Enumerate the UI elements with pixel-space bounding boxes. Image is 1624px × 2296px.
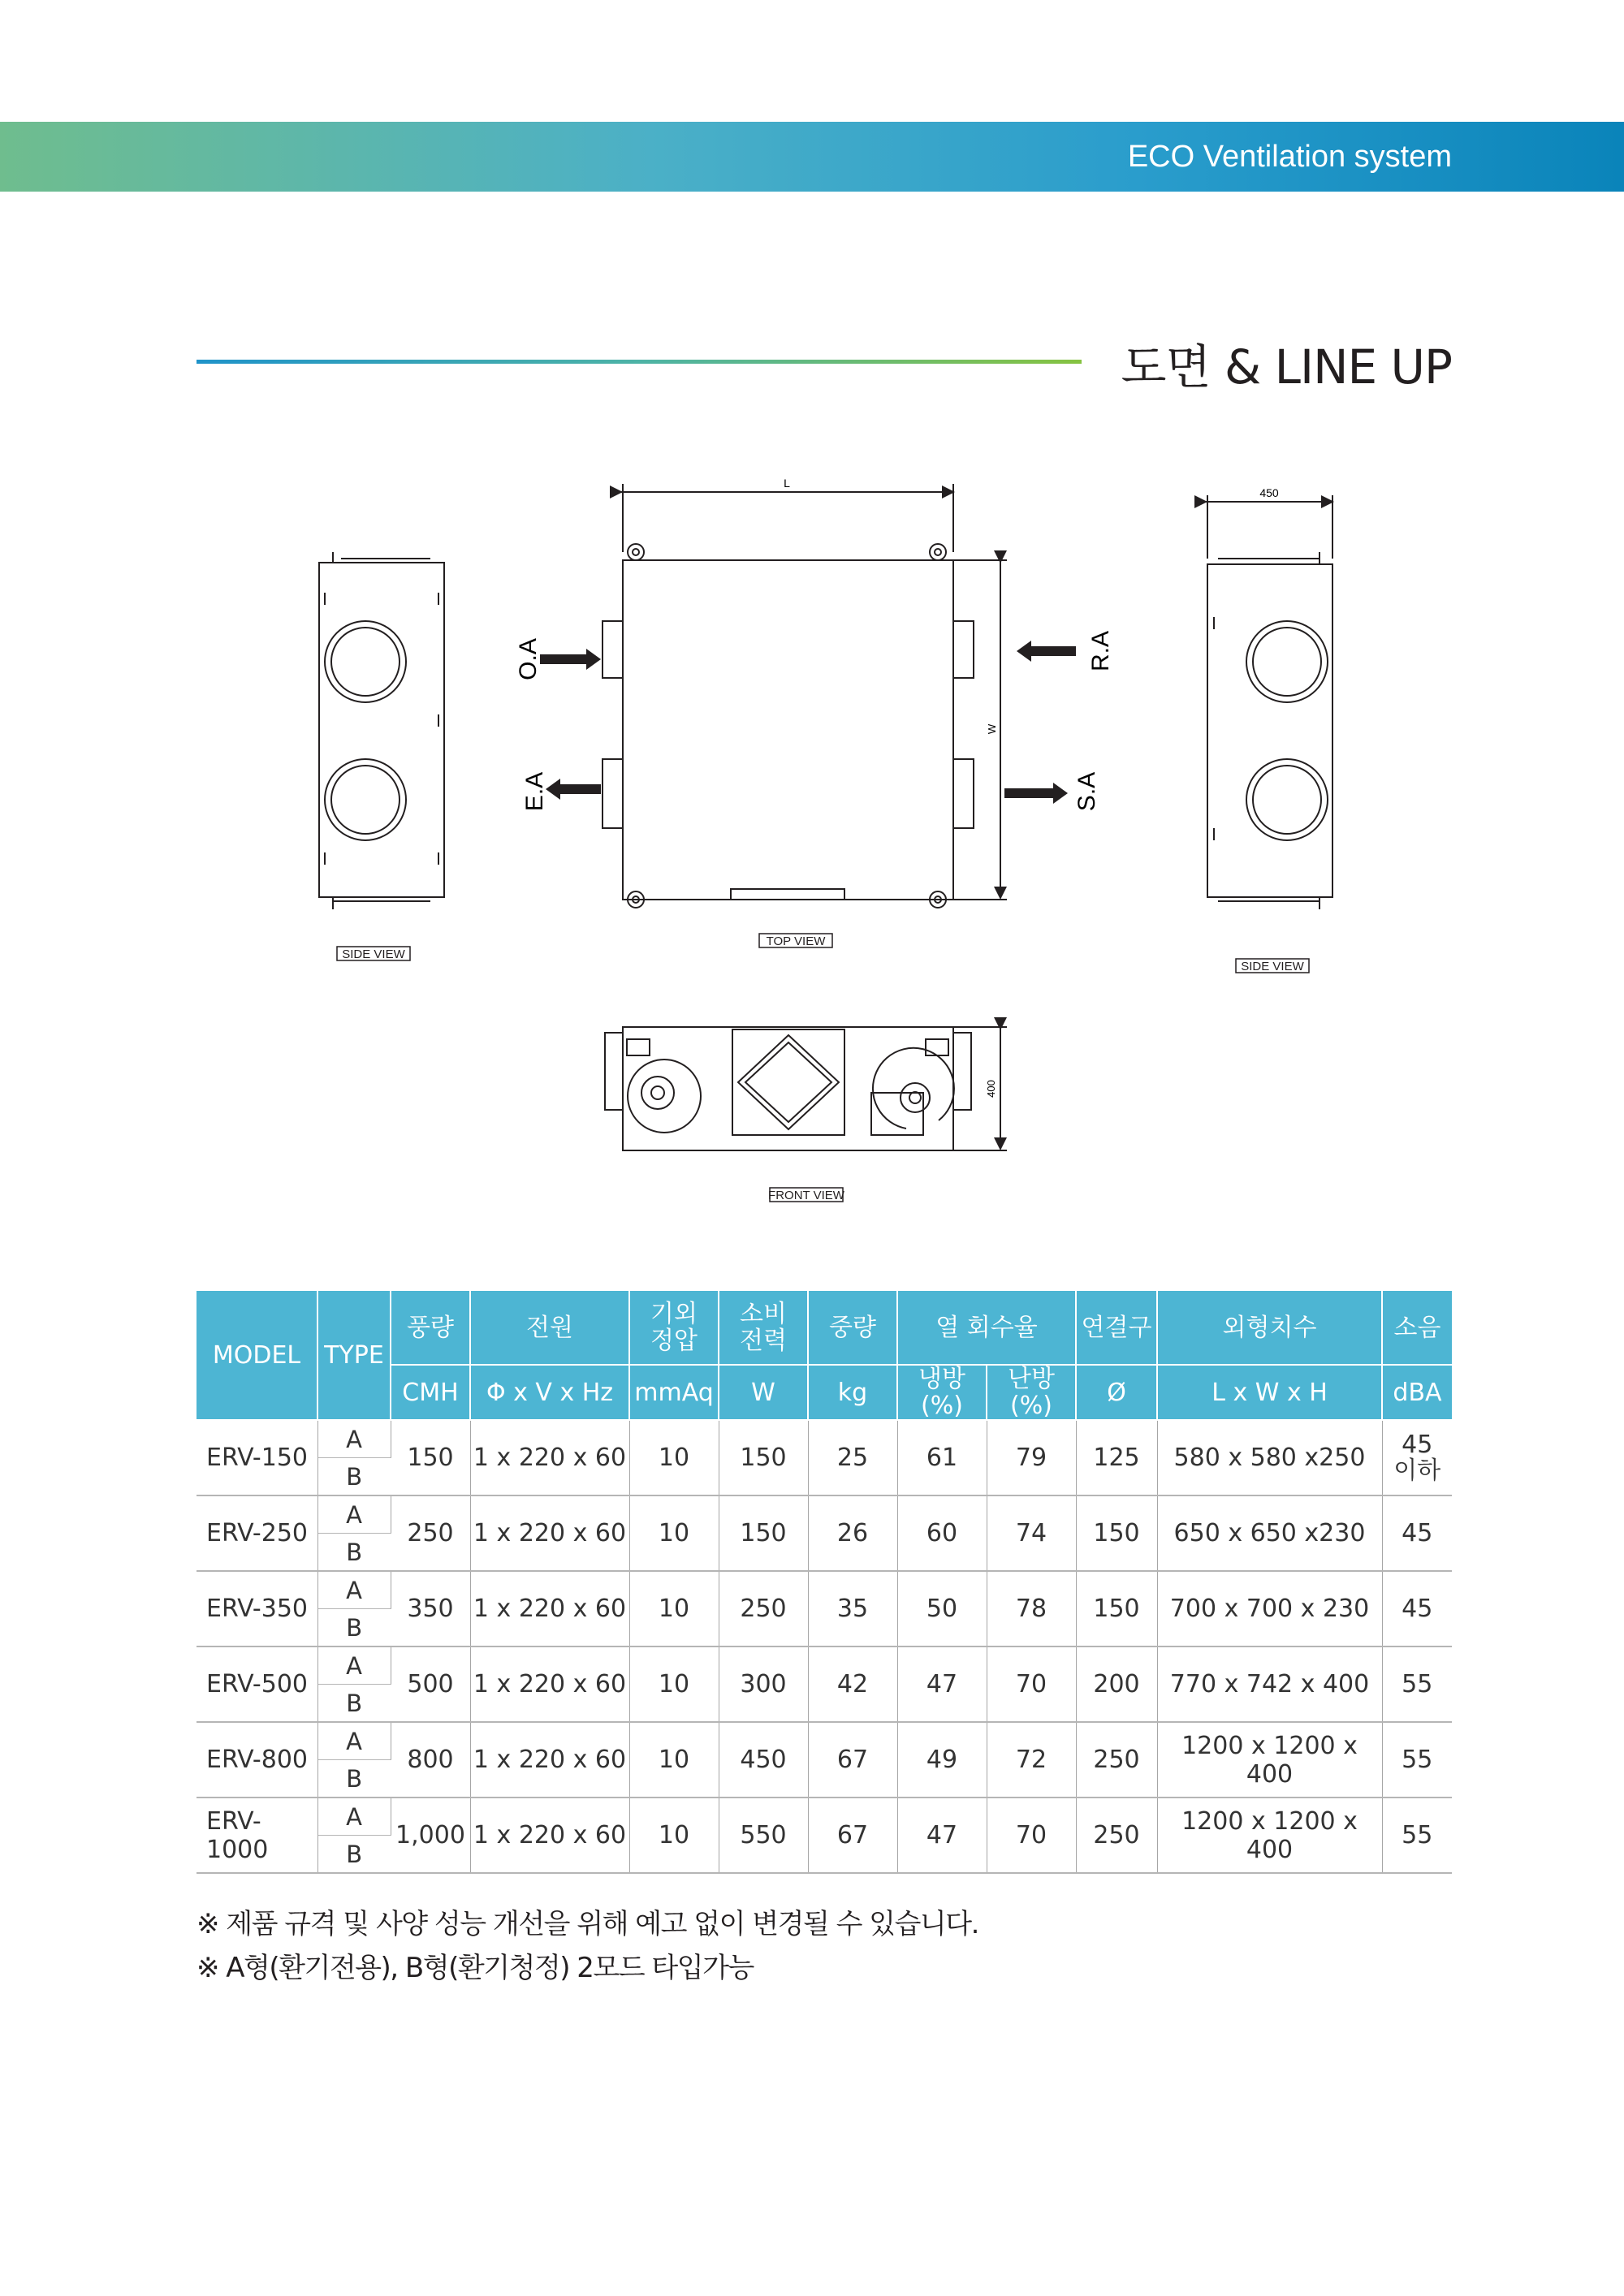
header-consumption: 소비 전력 — [719, 1291, 808, 1365]
oa-arrow — [540, 649, 601, 670]
dim-400-label: 400 — [985, 1080, 997, 1098]
heating-cell: 72 — [987, 1722, 1076, 1798]
flow-cell: 1,000 — [391, 1798, 470, 1873]
cooling-cell: 50 — [897, 1571, 987, 1646]
banner-title: ECO Ventilation system — [1127, 140, 1452, 174]
weight-cell: 67 — [808, 1722, 897, 1798]
heating-cell: 78 — [987, 1571, 1076, 1646]
model-cell: ERV-500 — [197, 1646, 317, 1722]
side-view-left-label: SIDE VIEW — [342, 947, 405, 961]
unit-noise: dBA — [1382, 1365, 1452, 1420]
footnote-spec-change: ※ 제품 규격 및 사양 성능 개선을 위해 예고 없이 변경될 수 있습니다. — [197, 1908, 978, 1940]
type-cell: A — [317, 1571, 391, 1609]
flow-cell: 800 — [391, 1722, 470, 1798]
power-cell: 1 x 220 x 60 — [470, 1420, 629, 1495]
dims-cell: 650 x 650 x230 — [1157, 1495, 1382, 1571]
unit-heating: 난방(%) — [987, 1365, 1076, 1420]
header-dims: 외형치수 — [1157, 1291, 1382, 1365]
type-cell: B — [317, 1685, 391, 1723]
static-cell: 10 — [629, 1420, 719, 1495]
weight-cell: 67 — [808, 1798, 897, 1873]
type-cell: A — [317, 1495, 391, 1534]
type-cell: B — [317, 1760, 391, 1798]
section-title: 도면 & LINE UP — [1121, 339, 1452, 395]
top-view-label: TOP VIEW — [766, 934, 826, 948]
flow-cell: 500 — [391, 1646, 470, 1722]
dim-450-label: 450 — [1259, 486, 1279, 499]
flow-cell: 250 — [391, 1495, 470, 1571]
unit-static: mmAq — [629, 1365, 719, 1420]
type-cell: B — [317, 1609, 391, 1647]
flow-cell: 350 — [391, 1571, 470, 1646]
static-cell: 10 — [629, 1646, 719, 1722]
type-cell: B — [317, 1836, 391, 1874]
right-side-view — [1206, 495, 1332, 909]
front-view — [605, 1027, 1007, 1150]
sa-label: S.A — [1073, 771, 1100, 812]
dims-cell: 1200 x 1200 x 400 — [1157, 1798, 1382, 1873]
power-cell: 1 x 220 x 60 — [470, 1495, 629, 1571]
conn-cell: 250 — [1076, 1722, 1157, 1798]
type-cell: B — [317, 1458, 391, 1496]
header-conn: 연결구 — [1076, 1291, 1157, 1365]
conn-cell: 250 — [1076, 1798, 1157, 1873]
top-view — [603, 484, 1007, 908]
noise-cell: 45 이하 — [1382, 1420, 1452, 1495]
unit-power: Φ x V x Hz — [470, 1365, 629, 1420]
cooling-cell: 49 — [897, 1722, 987, 1798]
weight-cell: 35 — [808, 1571, 897, 1646]
model-cell: ERV-150 — [197, 1420, 317, 1495]
cooling-cell: 61 — [897, 1420, 987, 1495]
header-flow: 풍량 — [391, 1291, 470, 1365]
weight-cell: 42 — [808, 1646, 897, 1722]
left-side-view — [319, 552, 444, 909]
cooling-cell: 60 — [897, 1495, 987, 1571]
header-power: 전원 — [470, 1291, 629, 1365]
ea-arrow — [546, 779, 601, 800]
consumption-cell: 550 — [719, 1798, 808, 1873]
model-cell: ERV-250 — [197, 1495, 317, 1571]
model-cell: ERV-1000 — [197, 1798, 317, 1873]
consumption-cell: 450 — [719, 1722, 808, 1798]
static-cell: 10 — [629, 1722, 719, 1798]
noise-cell: 55 — [1382, 1722, 1452, 1798]
dims-cell: 1200 x 1200 x 400 — [1157, 1722, 1382, 1798]
airflow-arrows — [540, 641, 1076, 804]
header-noise: 소음 — [1382, 1291, 1452, 1365]
header-static: 기외 정압 — [629, 1291, 719, 1365]
unit-flow: CMH — [391, 1365, 470, 1420]
cooling-cell: 47 — [897, 1646, 987, 1722]
ra-arrow — [1017, 641, 1076, 662]
sa-arrow — [1004, 783, 1068, 804]
side-view-right-label: SIDE VIEW — [1241, 960, 1304, 973]
unit-weight: kg — [808, 1365, 897, 1420]
type-cell: A — [317, 1420, 391, 1458]
dims-cell: 770 x 742 x 400 — [1157, 1646, 1382, 1722]
static-cell: 10 — [629, 1798, 719, 1873]
consumption-cell: 150 — [719, 1420, 808, 1495]
conn-cell: 150 — [1076, 1495, 1157, 1571]
spec-table-body — [197, 1420, 1452, 1873]
static-cell: 10 — [629, 1571, 719, 1646]
heating-cell: 74 — [987, 1495, 1076, 1571]
header-type: TYPE — [317, 1291, 391, 1420]
ea-label: E.A — [521, 771, 548, 812]
dim-l-label: L — [784, 477, 790, 490]
front-view-label: FRONT VIEW — [768, 1189, 844, 1202]
weight-cell: 26 — [808, 1495, 897, 1571]
heating-cell: 79 — [987, 1420, 1076, 1495]
dims-cell: 700 x 700 x 230 — [1157, 1571, 1382, 1646]
consumption-cell: 250 — [719, 1571, 808, 1646]
consumption-cell: 300 — [719, 1646, 808, 1722]
static-cell: 10 — [629, 1495, 719, 1571]
noise-cell: 55 — [1382, 1646, 1452, 1722]
heating-cell: 70 — [987, 1798, 1076, 1873]
footnotes — [197, 1901, 978, 1989]
header-recovery: 열 회수율 — [897, 1291, 1076, 1365]
weight-cell: 25 — [808, 1420, 897, 1495]
conn-cell: 150 — [1076, 1571, 1157, 1646]
model-cell: ERV-800 — [197, 1722, 317, 1798]
unit-dims: L x W x H — [1157, 1365, 1382, 1420]
power-cell: 1 x 220 x 60 — [470, 1646, 629, 1722]
noise-cell: 55 — [1382, 1798, 1452, 1873]
power-cell: 1 x 220 x 60 — [470, 1798, 629, 1873]
consumption-cell: 150 — [719, 1495, 808, 1571]
dim-w-label: W — [986, 723, 998, 735]
type-cell: B — [317, 1534, 391, 1572]
dims-cell: 580 x 580 x250 — [1157, 1420, 1382, 1495]
type-cell: A — [317, 1646, 391, 1685]
oa-label: O.A — [515, 638, 542, 680]
ra-label: R.A — [1087, 630, 1114, 672]
unit-conn: Ø — [1076, 1365, 1157, 1420]
heating-cell: 70 — [987, 1646, 1076, 1722]
lineup-spec-table — [197, 1291, 1452, 1874]
conn-cell: 125 — [1076, 1420, 1157, 1495]
noise-cell: 45 — [1382, 1571, 1452, 1646]
power-cell: 1 x 220 x 60 — [470, 1722, 629, 1798]
power-cell: 1 x 220 x 60 — [470, 1571, 629, 1646]
header-model: MODEL — [197, 1291, 317, 1420]
conn-cell: 200 — [1076, 1646, 1157, 1722]
flow-cell: 150 — [391, 1420, 470, 1495]
type-cell: A — [317, 1798, 391, 1836]
type-cell: A — [317, 1722, 391, 1760]
unit-cooling: 냉방(%) — [897, 1365, 987, 1420]
footnote-type-modes: ※ A형(환기전용), B형(환기청정) 2모드 타입가능 — [197, 1952, 754, 1984]
header-weight: 중량 — [808, 1291, 897, 1365]
noise-cell: 45 — [1382, 1495, 1452, 1571]
cooling-cell: 47 — [897, 1798, 987, 1873]
unit-consumption: W — [719, 1365, 808, 1420]
model-cell: ERV-350 — [197, 1571, 317, 1646]
